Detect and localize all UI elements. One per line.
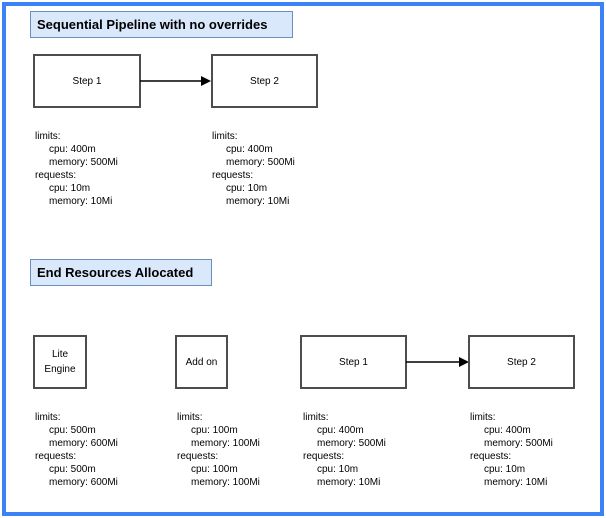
- section-title-end-resources: [30, 259, 212, 286]
- limits-cpu: cpu: 400m: [317, 425, 364, 436]
- node-label: Step 1: [339, 356, 368, 368]
- limits-memory: memory: 500Mi: [317, 438, 386, 449]
- resource-block-step-1: [35, 130, 118, 208]
- limits-cpu: cpu: 400m: [226, 144, 273, 155]
- requests-label: requests:: [35, 170, 77, 181]
- requests-memory: memory: 100Mi: [191, 477, 260, 488]
- section-title-text: Sequential Pipeline with no overrides: [37, 17, 268, 32]
- arrow-icon: [406, 352, 470, 372]
- resource-block-add-on: [177, 411, 260, 489]
- limits-label: limits:: [212, 131, 238, 142]
- requests-label: requests:: [303, 451, 345, 462]
- limits-memory: memory: 500Mi: [484, 438, 553, 449]
- resource-block-lite-engine: [35, 411, 118, 489]
- requests-label: requests:: [35, 451, 77, 462]
- node-label: Add on: [185, 356, 218, 368]
- node-label: Step 2: [250, 75, 279, 87]
- section-title-sequential-pipeline: [30, 11, 293, 38]
- limits-memory: memory: 100Mi: [191, 438, 260, 449]
- resource-block-step-1-end: [303, 411, 386, 489]
- requests-cpu: cpu: 10m: [49, 183, 91, 194]
- node-label: Step 2: [507, 356, 536, 368]
- node-step-2-end: [468, 335, 575, 389]
- requests-cpu: cpu: 10m: [317, 464, 359, 475]
- node-label: Step 1: [72, 75, 102, 87]
- requests-label: requests:: [470, 451, 512, 462]
- section-title-text: End Resources Allocated: [37, 265, 194, 280]
- requests-cpu: cpu: 10m: [226, 183, 268, 194]
- limits-memory: memory: 500Mi: [49, 157, 118, 168]
- requests-label: requests:: [177, 451, 219, 462]
- requests-label: requests:: [212, 170, 254, 181]
- limits-cpu: cpu: 500m: [49, 425, 96, 436]
- requests-cpu: cpu: 500m: [49, 464, 96, 475]
- limits-label: limits:: [35, 412, 61, 423]
- resource-block-step-2-end: [470, 411, 553, 489]
- requests-memory: memory: 10Mi: [317, 477, 381, 488]
- limits-label: limits:: [470, 412, 496, 423]
- requests-cpu: cpu: 10m: [484, 464, 526, 475]
- node-label: Lite Engine: [44, 349, 76, 375]
- node-step-1-end: [300, 335, 407, 389]
- node-lite-engine: [33, 335, 87, 389]
- limits-label: limits:: [303, 412, 329, 423]
- limits-cpu: cpu: 400m: [484, 425, 531, 436]
- limits-cpu: cpu: 100m: [191, 425, 238, 436]
- limits-memory: memory: 500Mi: [226, 157, 295, 168]
- resource-block-step-2: [212, 130, 295, 208]
- requests-memory: memory: 10Mi: [484, 477, 548, 488]
- node-step-2: [211, 54, 318, 108]
- limits-label: limits:: [35, 131, 61, 142]
- arrow-icon: [140, 71, 212, 91]
- node-step-1: [33, 54, 141, 108]
- requests-memory: memory: 10Mi: [226, 196, 290, 207]
- limits-label: limits:: [177, 412, 203, 423]
- limits-memory: memory: 600Mi: [49, 438, 118, 449]
- limits-cpu: cpu: 400m: [49, 144, 96, 155]
- requests-cpu: cpu: 100m: [191, 464, 238, 475]
- requests-memory: memory: 10Mi: [49, 196, 113, 207]
- node-add-on: [175, 335, 228, 389]
- requests-memory: memory: 600Mi: [49, 477, 118, 488]
